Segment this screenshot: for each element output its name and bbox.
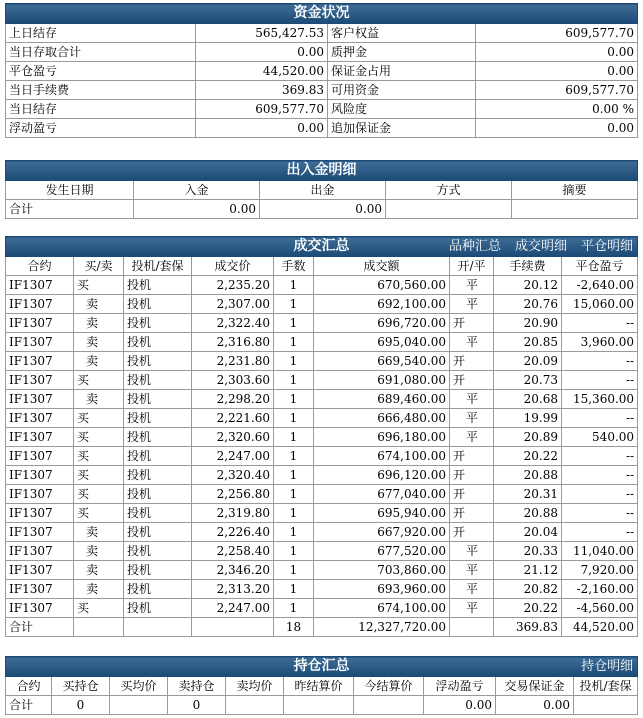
trade-price: 2,320.60: [192, 428, 274, 447]
trade-price: 2,316.80: [192, 333, 274, 352]
trade-hedge: 投机: [124, 276, 192, 295]
account-value: 0.00: [476, 43, 638, 62]
trade-price: 2,313.20: [192, 580, 274, 599]
positions-header-cell: 昨结算价: [284, 677, 354, 696]
account-label: 浮动盈亏: [6, 119, 196, 138]
trade-amount: 696,120.00: [314, 466, 450, 485]
positions-header-cell: 买均价: [110, 677, 168, 696]
trade-row: [6, 599, 638, 618]
trade-lots: 1: [274, 409, 314, 428]
trade-fee: 20.85: [494, 333, 562, 352]
account-value: 0.00 %: [476, 100, 638, 119]
account-value: 0.00: [196, 119, 328, 138]
trade-price: 2,258.40: [192, 542, 274, 561]
trade-hedge: 投机: [124, 428, 192, 447]
trade-hedge: 投机: [124, 542, 192, 561]
trade-row: [6, 466, 638, 485]
trade-amount: 689,460.00: [314, 390, 450, 409]
trade-row: [6, 428, 638, 447]
trade-hedge: 投机: [124, 295, 192, 314]
trade-side: 卖: [74, 390, 124, 409]
positions-header-cell: 买持仓: [52, 677, 110, 696]
positions-header-cell: 投机/套保: [574, 677, 638, 696]
account-value: 565,427.53: [196, 24, 328, 43]
trade-contract: IF1307: [6, 504, 74, 523]
trade-open-close: 平: [450, 580, 494, 599]
trade-hedge: 投机: [124, 447, 192, 466]
account-value: 44,520.00: [196, 62, 328, 81]
account-row: [6, 119, 638, 138]
account-label: 客户权益: [328, 24, 476, 43]
trade-lots: 1: [274, 466, 314, 485]
account-label: 当日手续费: [6, 81, 196, 100]
trade-open-close: 开: [450, 314, 494, 333]
trade-amount: 670,560.00: [314, 276, 450, 295]
trade-fee: 20.22: [494, 447, 562, 466]
account-summary-title: 资金状况: [6, 4, 638, 24]
trade-fee: 20.88: [494, 504, 562, 523]
trade-price: 2,221.60: [192, 409, 274, 428]
account-row: [6, 43, 638, 62]
trades-total-pnl: 44,520.00: [562, 618, 638, 637]
trade-close-pnl: --: [562, 504, 638, 523]
trades-total-amount: 12,327,720.00: [314, 618, 450, 637]
trade-row: [6, 390, 638, 409]
trade-close-pnl: 11,040.00: [562, 542, 638, 561]
trade-side: 买: [74, 371, 124, 390]
cashflow-header-cell: 入金: [134, 181, 260, 200]
trades-link-2[interactable]: 平仓明细: [581, 239, 634, 254]
positions-header-cell: 今结算价: [354, 677, 424, 696]
trade-fee: 20.89: [494, 428, 562, 447]
trade-lots: 1: [274, 580, 314, 599]
trade-lots: 1: [274, 504, 314, 523]
trade-lots: 1: [274, 428, 314, 447]
trades-link-1[interactable]: 成交明细: [515, 239, 568, 254]
trade-close-pnl: -4,560.00: [562, 599, 638, 618]
cashflow-total-note: [512, 200, 638, 219]
trade-hedge: 投机: [124, 371, 192, 390]
account-row: [6, 81, 638, 100]
trade-hedge: 投机: [124, 504, 192, 523]
cashflow-header-cell: 出金: [260, 181, 386, 200]
trade-close-pnl: --: [562, 447, 638, 466]
trade-price: 2,303.60: [192, 371, 274, 390]
trade-amount: 695,940.00: [314, 504, 450, 523]
cashflow-header-cell: 方式: [386, 181, 512, 200]
trade-contract: IF1307: [6, 333, 74, 352]
trade-amount: 677,040.00: [314, 485, 450, 504]
trade-side: 卖: [74, 333, 124, 352]
trade-price: 2,226.40: [192, 523, 274, 542]
trade-hedge: 投机: [124, 580, 192, 599]
trade-fee: 20.68: [494, 390, 562, 409]
trade-contract: IF1307: [6, 295, 74, 314]
trade-price: 2,346.20: [192, 561, 274, 580]
account-row: [6, 24, 638, 43]
trade-row: [6, 409, 638, 428]
trade-lots: 1: [274, 390, 314, 409]
trade-hedge: 投机: [124, 314, 192, 333]
trade-close-pnl: --: [562, 466, 638, 485]
trade-side: 卖: [74, 561, 124, 580]
trade-contract: IF1307: [6, 409, 74, 428]
trade-hedge: 投机: [124, 561, 192, 580]
trade-contract: IF1307: [6, 561, 74, 580]
trade-price: 2,235.20: [192, 276, 274, 295]
trade-hedge: 投机: [124, 466, 192, 485]
trade-row: [6, 333, 638, 352]
trade-fee: 20.09: [494, 352, 562, 371]
cashflow-header-cell: 摘要: [512, 181, 638, 200]
trade-close-pnl: 15,060.00: [562, 295, 638, 314]
trades-title: 成交汇总: [293, 238, 350, 254]
positions-header-cell: 卖持仓: [168, 677, 226, 696]
trade-fee: 20.12: [494, 276, 562, 295]
trades-total-row: [6, 618, 638, 637]
trade-fee: 20.22: [494, 599, 562, 618]
trade-contract: IF1307: [6, 276, 74, 295]
cashflow-total-label: 合计: [6, 200, 134, 219]
trade-contract: IF1307: [6, 485, 74, 504]
trade-contract: IF1307: [6, 466, 74, 485]
trade-amount: 703,860.00: [314, 561, 450, 580]
trade-contract: IF1307: [6, 428, 74, 447]
positions-header-cell: 浮动盈亏: [424, 677, 496, 696]
trade-side: 买: [74, 599, 124, 618]
trade-side: 卖: [74, 295, 124, 314]
trades-header-cell: 开/平: [450, 257, 494, 276]
trade-open-close: 开: [450, 352, 494, 371]
positions-total-margin: 0.00: [496, 696, 574, 715]
account-label: 追加保证金: [328, 119, 476, 138]
trade-row: [6, 542, 638, 561]
trade-contract: IF1307: [6, 447, 74, 466]
trade-side: 买: [74, 485, 124, 504]
cashflow-total-deposit: 0.00: [134, 200, 260, 219]
trade-amount: 667,920.00: [314, 523, 450, 542]
trade-close-pnl: -2,160.00: [562, 580, 638, 599]
trade-side: 卖: [74, 542, 124, 561]
trade-close-pnl: -2,640.00: [562, 276, 638, 295]
trades-header-cell: 合约: [6, 257, 74, 276]
trade-open-close: 开: [450, 523, 494, 542]
trade-side: 买: [74, 428, 124, 447]
trade-open-close: 平: [450, 542, 494, 561]
cashflow-total-method: [386, 200, 512, 219]
trade-side: 卖: [74, 314, 124, 333]
trade-amount: 696,180.00: [314, 428, 450, 447]
trade-price: 2,320.40: [192, 466, 274, 485]
trade-open-close: 平: [450, 333, 494, 352]
account-label: 当日结存: [6, 100, 196, 119]
account-value: 609,577.70: [476, 81, 638, 100]
trade-close-pnl: --: [562, 371, 638, 390]
account-value: 0.00: [476, 62, 638, 81]
trades-table: [5, 236, 638, 637]
trade-price: 2,298.20: [192, 390, 274, 409]
trade-side: 卖: [74, 580, 124, 599]
trade-open-close: 开: [450, 447, 494, 466]
trade-fee: 20.88: [494, 466, 562, 485]
trades-header-cell: 成交价: [192, 257, 274, 276]
trade-price: 2,247.00: [192, 447, 274, 466]
trade-fee: 20.04: [494, 523, 562, 542]
cashflow-header-row: [6, 181, 638, 200]
trades-header-cell: 买/卖: [74, 257, 124, 276]
trade-side: 买: [74, 504, 124, 523]
trade-row: [6, 504, 638, 523]
account-value: 0.00: [196, 43, 328, 62]
trade-open-close: 平: [450, 561, 494, 580]
trade-row: [6, 295, 638, 314]
trade-row: [6, 314, 638, 333]
account-label: 当日存取合计: [6, 43, 196, 62]
trade-lots: 1: [274, 371, 314, 390]
positions-header-cell: 卖均价: [226, 677, 284, 696]
trade-contract: IF1307: [6, 599, 74, 618]
positions-header-row: [6, 677, 638, 696]
account-label: 可用资金: [328, 81, 476, 100]
trade-contract: IF1307: [6, 523, 74, 542]
trade-amount: 696,720.00: [314, 314, 450, 333]
cashflow-title: 出入金明细: [6, 161, 638, 181]
trade-side: 买: [74, 447, 124, 466]
trade-hedge: 投机: [124, 599, 192, 618]
positions-total-buy: 0: [52, 696, 110, 715]
trade-open-close: 开: [450, 466, 494, 485]
trade-price: 2,319.80: [192, 504, 274, 523]
trade-price: 2,322.40: [192, 314, 274, 333]
trade-amount: 666,480.00: [314, 409, 450, 428]
trade-open-close: 平: [450, 599, 494, 618]
trade-lots: 1: [274, 352, 314, 371]
trade-close-pnl: --: [562, 314, 638, 333]
trade-lots: 1: [274, 314, 314, 333]
cashflow-total-withdraw: 0.00: [260, 200, 386, 219]
trades-total-lots: 18: [274, 618, 314, 637]
trade-row: [6, 276, 638, 295]
trades-header-row: [6, 257, 638, 276]
cashflow-table: [5, 160, 638, 219]
trade-open-close: 开: [450, 371, 494, 390]
trade-side: 买: [74, 466, 124, 485]
account-row: [6, 100, 638, 119]
trades-header-cell: 手续费: [494, 257, 562, 276]
trade-contract: IF1307: [6, 371, 74, 390]
trades-total-label: 合计: [6, 618, 74, 637]
account-value: 369.83: [196, 81, 328, 100]
positions-total-label: 合计: [6, 696, 52, 715]
trades-header-cell: 平仓盈亏: [562, 257, 638, 276]
account-label: 平仓盈亏: [6, 62, 196, 81]
account-label: 保证金占用: [328, 62, 476, 81]
trade-close-pnl: --: [562, 485, 638, 504]
account-value: 0.00: [476, 119, 638, 138]
trades-banner: [6, 237, 638, 257]
trades-link-0[interactable]: 品种汇总: [449, 239, 502, 254]
trades-header-cell: 成交额: [314, 257, 450, 276]
trade-row: [6, 580, 638, 599]
trade-amount: 677,520.00: [314, 542, 450, 561]
trades-header-cell: 投机/套保: [124, 257, 192, 276]
trade-fee: 19.99: [494, 409, 562, 428]
positions-header-cell: 交易保证金: [496, 677, 574, 696]
trade-row: [6, 523, 638, 542]
trade-close-pnl: 540.00: [562, 428, 638, 447]
trade-fee: 20.31: [494, 485, 562, 504]
positions-title: 持仓汇总: [293, 658, 350, 674]
trade-contract: IF1307: [6, 390, 74, 409]
trade-fee: 20.82: [494, 580, 562, 599]
trade-amount: 693,960.00: [314, 580, 450, 599]
trade-open-close: 平: [450, 276, 494, 295]
positions-total-sell: 0: [168, 696, 226, 715]
trade-open-close: 平: [450, 428, 494, 447]
account-summary-table: [5, 3, 638, 138]
trade-close-pnl: --: [562, 523, 638, 542]
positions-total-row: [6, 696, 638, 715]
trade-fee: 20.33: [494, 542, 562, 561]
trade-lots: 1: [274, 295, 314, 314]
trade-price: 2,231.80: [192, 352, 274, 371]
trade-side: 买: [74, 409, 124, 428]
trade-contract: IF1307: [6, 542, 74, 561]
trade-open-close: 开: [450, 485, 494, 504]
trade-lots: 1: [274, 333, 314, 352]
trade-row: [6, 561, 638, 580]
trade-close-pnl: 7,920.00: [562, 561, 638, 580]
account-value: 609,577.70: [196, 100, 328, 119]
trade-hedge: 投机: [124, 523, 192, 542]
trade-amount: 695,040.00: [314, 333, 450, 352]
trade-amount: 692,100.00: [314, 295, 450, 314]
trade-hedge: 投机: [124, 485, 192, 504]
trade-hedge: 投机: [124, 409, 192, 428]
trade-hedge: 投机: [124, 390, 192, 409]
trade-open-close: 平: [450, 390, 494, 409]
account-label: 上日结存: [6, 24, 196, 43]
trade-close-pnl: --: [562, 352, 638, 371]
trade-lots: 1: [274, 561, 314, 580]
trade-fee: 20.90: [494, 314, 562, 333]
positions-banner: [6, 657, 638, 677]
trades-total-fee: 369.83: [494, 618, 562, 637]
account-label: 风险度: [328, 100, 476, 119]
trade-amount: 674,100.00: [314, 447, 450, 466]
trade-price: 2,307.00: [192, 295, 274, 314]
trade-hedge: 投机: [124, 352, 192, 371]
trade-price: 2,256.80: [192, 485, 274, 504]
trade-close-pnl: 15,360.00: [562, 390, 638, 409]
positions-table: [5, 656, 638, 715]
trade-price: 2,247.00: [192, 599, 274, 618]
trade-open-close: 平: [450, 295, 494, 314]
trade-fee: 21.12: [494, 561, 562, 580]
trades-links: [435, 237, 633, 256]
trade-amount: 669,540.00: [314, 352, 450, 371]
trade-row: [6, 447, 638, 466]
trade-fee: 20.73: [494, 371, 562, 390]
trades-header-cell: 手数: [274, 257, 314, 276]
trade-amount: 691,080.00: [314, 371, 450, 390]
positions-detail-link[interactable]: 持仓明细: [581, 659, 634, 674]
trade-contract: IF1307: [6, 580, 74, 599]
trade-contract: IF1307: [6, 352, 74, 371]
trade-row: [6, 352, 638, 371]
trade-close-pnl: 3,960.00: [562, 333, 638, 352]
trade-lots: 1: [274, 485, 314, 504]
trade-side: 卖: [74, 352, 124, 371]
trade-lots: 1: [274, 447, 314, 466]
trade-side: 买: [74, 276, 124, 295]
cashflow-header-cell: 发生日期: [6, 181, 134, 200]
trade-lots: 1: [274, 276, 314, 295]
trade-amount: 674,100.00: [314, 599, 450, 618]
trade-lots: 1: [274, 599, 314, 618]
trade-lots: 1: [274, 523, 314, 542]
trade-fee: 20.76: [494, 295, 562, 314]
account-label: 质押金: [328, 43, 476, 62]
cashflow-total-row: [6, 200, 638, 219]
trade-close-pnl: --: [562, 409, 638, 428]
positions-total-float-pnl: 0.00: [424, 696, 496, 715]
trade-row: [6, 485, 638, 504]
positions-header-cell: 合约: [6, 677, 52, 696]
account-row: [6, 62, 638, 81]
trade-side: 卖: [74, 523, 124, 542]
trade-contract: IF1307: [6, 314, 74, 333]
account-value: 609,577.70: [476, 24, 638, 43]
trade-hedge: 投机: [124, 333, 192, 352]
trade-open-close: 开: [450, 504, 494, 523]
trade-row: [6, 371, 638, 390]
trade-lots: 1: [274, 542, 314, 561]
trade-open-close: 平: [450, 409, 494, 428]
